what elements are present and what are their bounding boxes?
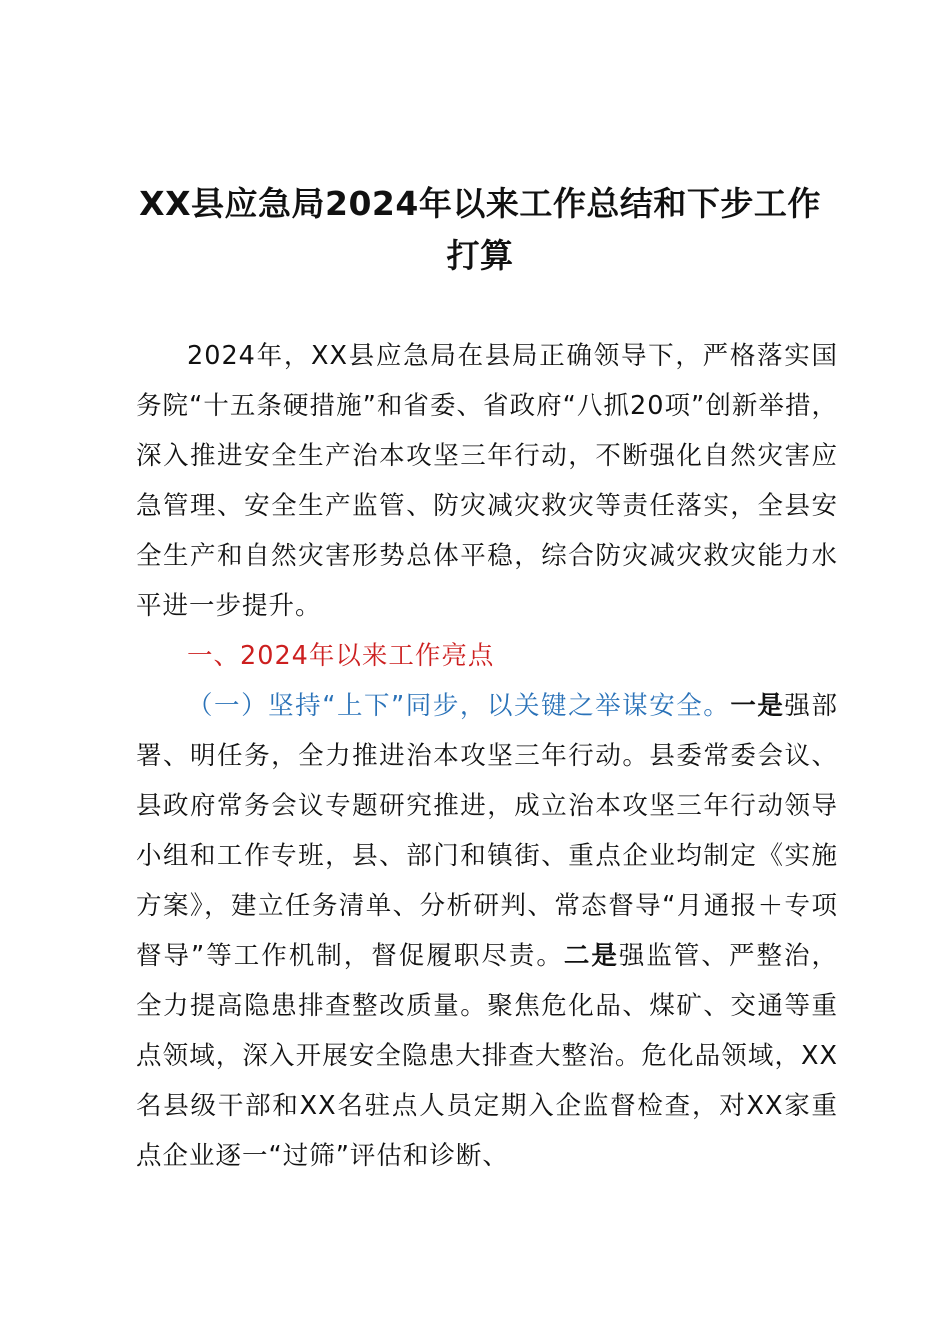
point-label: 一是 — [730, 691, 785, 721]
subsection-heading: （一）坚持“上下”同步，以关键之举谋安全。 — [187, 691, 731, 721]
point-text: 强部署、明任务，全力推进治本攻坚三年行动。县委常委会议、县政府常务会议专题研究推进，成立治本攻坚三年行动领导小组和工作专班，县、部门和镇街、重点企业均制定《实施方案》，建立任务清单、分析研判、常态督导“月通报＋专项督导”等工作机制，督促履职尽责。 — [136, 691, 838, 971]
intro-paragraph: 2024年，XX县应急局在县局正确领导下，严格落实国务院“十五条硬措施”和省委、省政府“八抓20项”创新举措，深入推进安全生产治本攻坚三年行动，不断强化自然灾害应急管理、安全生产监管、防灾减灾救灾等责任落实，全县安全生产和自然灾害形势总体平稳，综合防灾减灾救灾能力水平进一步提升。 — [136, 341, 838, 621]
document-title: XX县应急局2024年以来工作总结和下步工作打算 — [139, 184, 821, 275]
document-body — [136, 331, 838, 1181]
subsection-paragraph — [136, 681, 838, 1181]
point-label: 二是 — [563, 941, 619, 971]
section-heading: 一、2024年以来工作亮点 — [187, 641, 495, 671]
point-text: 强监管、严整治，全力提高隐患排查整改质量。聚焦危化品、煤矿、交通等重点领域，深入开展安全隐患大排查大整治。危化品领域，XX名县级干部和XX名驻点人员定期入企监督检查，对XX家重点企业逐一“过筛”评估和诊断、 — [136, 941, 838, 1171]
